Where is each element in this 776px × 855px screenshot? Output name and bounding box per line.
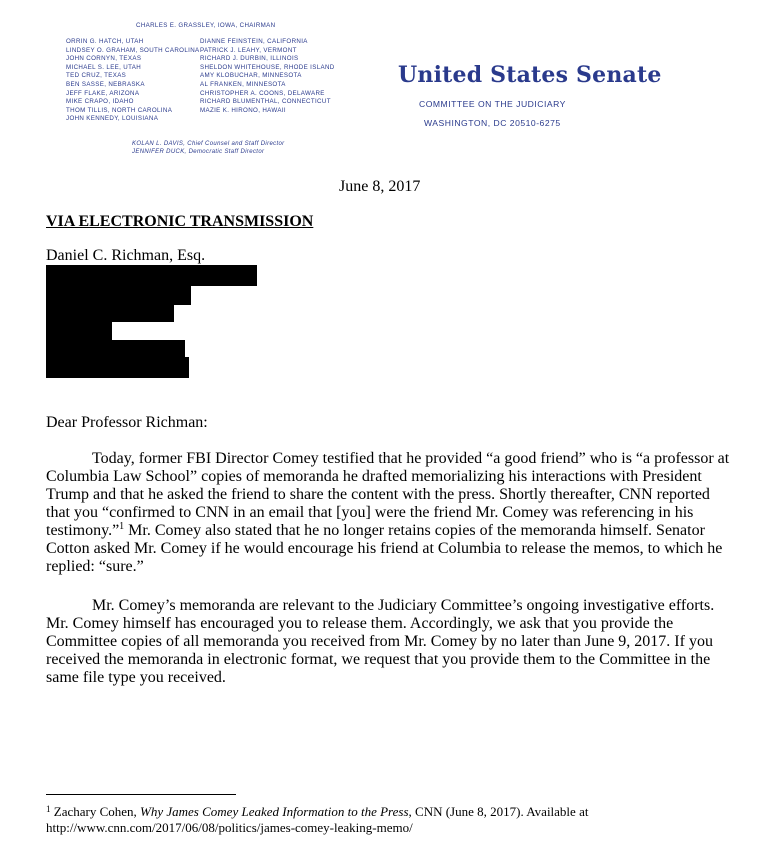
footnote-source: , CNN (June 8, 2017). Available at bbox=[408, 804, 589, 819]
member-name: SHELDON WHITEHOUSE, RHODE ISLAND bbox=[200, 63, 335, 71]
footnote-marker: 1 bbox=[46, 804, 51, 814]
redacted-address-block bbox=[46, 340, 185, 358]
member-name: JEFF FLAKE, ARIZONA bbox=[66, 89, 140, 97]
chairman-line: CHARLES E. GRASSLEY, IOWA, CHAIRMAN bbox=[136, 22, 276, 29]
redacted-address-block bbox=[46, 321, 112, 341]
member-name: RICHARD BLUMENTHAL, CONNECTICUT bbox=[200, 98, 331, 106]
member-name: TED CRUZ, TEXAS bbox=[66, 72, 127, 80]
member-name: BEN SASSE, NEBRASKA bbox=[66, 80, 145, 88]
footnote-author: Zachary Cohen, bbox=[53, 804, 141, 819]
footnote bbox=[46, 804, 746, 836]
member-name: THOM TILLIS, NORTH CAROLINA bbox=[66, 106, 173, 114]
body-paragraph-1 bbox=[46, 450, 736, 576]
member-name: MIKE CRAPO, IDAHO bbox=[66, 98, 134, 106]
letter-date: June 8, 2017 bbox=[339, 178, 421, 195]
redacted-address-block bbox=[46, 357, 189, 378]
redacted-address-block bbox=[46, 304, 174, 322]
footnote-reference[interactable]: 1 bbox=[119, 521, 125, 532]
committee-address: WASHINGTON, DC 20510-6275 bbox=[424, 118, 561, 128]
member-name: AMY KLOBUCHAR, MINNESOTA bbox=[200, 72, 302, 80]
member-name: DIANNE FEINSTEIN, CALIFORNIA bbox=[200, 38, 308, 45]
footnote-url[interactable]: http://www.cnn.com/2017/06/08/politics/james-comey-leaking-memo/ bbox=[46, 820, 413, 835]
member-name: AL FRANKEN, MINNESOTA bbox=[200, 80, 286, 88]
member-name: CHRISTOPHER A. COONS, DELAWARE bbox=[200, 89, 325, 97]
recipient-name: Daniel C. Richman, Esq. bbox=[46, 247, 206, 264]
majority-members-list bbox=[66, 38, 200, 124]
redacted-address-block bbox=[46, 285, 191, 305]
member-name: ORRIN G. HATCH, UTAH bbox=[66, 38, 144, 45]
salutation: Dear Professor Richman: bbox=[46, 414, 208, 431]
transmission-method: VIA ELECTRONIC TRANSMISSION bbox=[46, 213, 314, 230]
redacted-address-block bbox=[46, 265, 257, 286]
paragraph-text: Mr. Comey also stated that he no longer retains copies of the memoranda himself. Senator Cotton asked Mr. Comey if he would encourage his friend at Columbia to release the memos, to which he replied: “sure.” bbox=[46, 522, 723, 575]
chief-counsel: KOLAN L. DAVIS, Chief Counsel and Staff Director bbox=[132, 141, 285, 147]
member-name: PATRICK J. LEAHY, VERMONT bbox=[200, 46, 297, 54]
democratic-staff-director: JENNIFER DUCK, Democratic Staff Director bbox=[132, 149, 265, 156]
footnote-divider bbox=[46, 794, 236, 795]
footnote-article-title: Why James Comey Leaked Information to the Press bbox=[140, 804, 409, 819]
committee-name: COMMITTEE ON THE JUDICIARY bbox=[419, 99, 566, 109]
minority-members-list bbox=[200, 38, 335, 115]
senate-wordmark: United States Senate bbox=[398, 62, 662, 88]
member-name: JOHN KENNEDY, LOUISIANA bbox=[66, 115, 159, 123]
paragraph-text: Mr. Comey’s memoranda are relevant to the Judiciary Committee’s ongoing investigative efforts. Mr. Comey himself has encouraged you to release them. Accordingly, we ask that you provide the Committee copies of all memoranda you received from Mr. Comey by no later than June 9, 2017. If you received the memoranda in electronic format, we request that you provide them to the Committee in the same file type you received. bbox=[46, 597, 715, 686]
body-paragraph-2 bbox=[46, 597, 736, 687]
member-name: MICHAEL S. LEE, UTAH bbox=[66, 63, 142, 71]
member-name: MAZIE K. HIRONO, HAWAII bbox=[200, 106, 286, 114]
member-name: JOHN CORNYN, TEXAS bbox=[66, 55, 142, 63]
staff-directors bbox=[132, 140, 285, 157]
member-name: LINDSEY O. GRAHAM, SOUTH CAROLINA bbox=[66, 46, 200, 54]
member-name: RICHARD J. DURBIN, ILLINOIS bbox=[200, 55, 299, 63]
paragraph-text: Today, former FBI Director Comey testified that he provided “a good friend” who is “a professor at Columbia Law School” copies of memoranda he drafted memorializing his interactions with President Trump and that he asked the friend to share the content with the press. Shortly thereafter, CNN reported that you “confirmed to CNN in an email that [you] were the friend Mr. Comey was referencing in his testimony.” bbox=[46, 450, 730, 539]
